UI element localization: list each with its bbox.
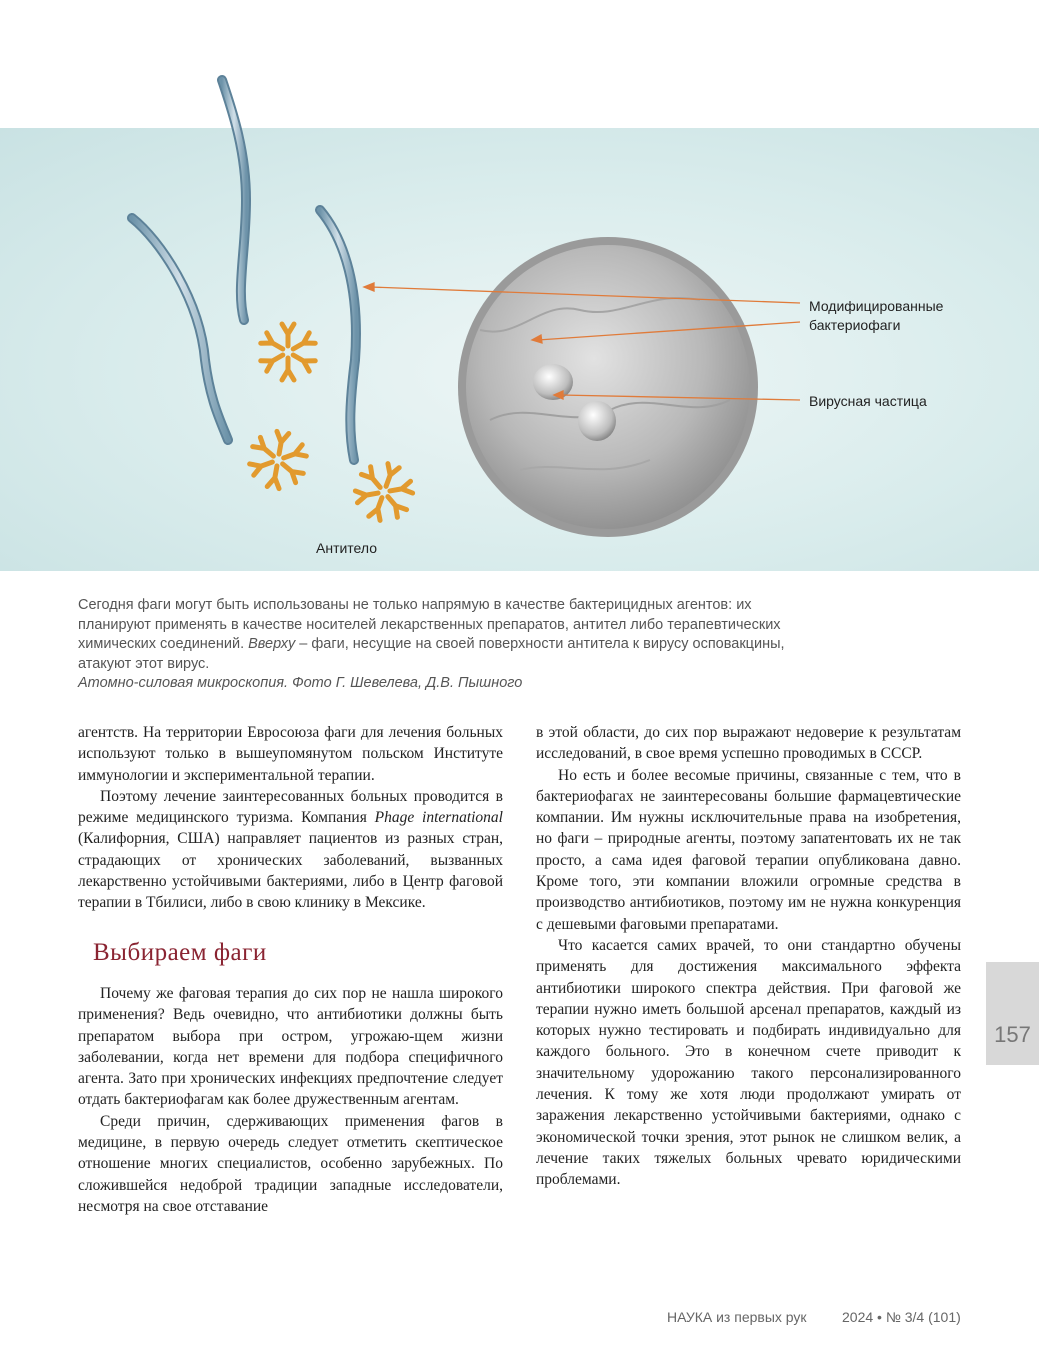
antibody-cluster — [250, 431, 307, 488]
footer-issue: 2024 • № 3/4 (101) — [842, 1309, 961, 1325]
text-column-left — [78, 722, 503, 1217]
section-heading: Выбираем фаги — [93, 938, 267, 966]
paragraph: Почему же фаговая терапия до сих пор не нашла широкого применения? Ведь очевидно, что антибиотики должны быть препаратом выбора при остром, угрожаю-щем жизни заболевании, когда нет времени для подбора специфичного агента. Зато при хронических инфекциях предпочтение следует отдать бактериофагам как более дружественным агентам. — [78, 984, 503, 1109]
paragraph: Среди причин, сдерживающих применения фагов в медицине, в первую очередь следует отметить скептическое отношение многих специалистов, особенно зарубежных. По сложившейся недоброй традиции западные исследователи, несмотря на свое отставание — [78, 1112, 503, 1215]
microscopy-disc — [458, 237, 758, 537]
figure-caption: Сегодня фаги могут быть использованы не только напрямую в качестве бактерицидных агентов: их планируют применять в качестве носителей лекарственных препаратов, антител либо терапевтических химических соединений. Вверху – фаги, несущие на своей поверхности антитела к вирусу осповакцины, атакуют этот вирус. Атомно-силовая микроскопия. Фото Г. Шевелева, Д.В. Пышного — [78, 597, 785, 691]
phage-filament — [222, 80, 246, 320]
label-virus-particle: Вирусная частица — [809, 393, 927, 409]
paragraph: Что касается самих врачей, то они стандартно обучены применять для достижения максимального эффекта антибиотики широкого спектра действия. При фаговой же терапии нужно иметь большой арсенал препаратов, каждый из которых нужно тестировать и подбирать индивидуально для каждого больного. Это в конечном счете приводит к значительному удорожанию такого персонализированного лечения. К тому же хотя люди продолжают умирать от заражения лекарственно устойчивыми бактериями, однако с экономической точки зрения, этот рынок не слишком велик, а лечение таких тяжелых больных чревато юридическими проблемами. — [536, 936, 961, 1189]
phage-filament — [320, 210, 356, 460]
paragraph: Поэтому лечение заинтересованных больных проводится в режиме медицинского туризма. Компания Phage international (Калифорния, США) направляет пациентов из разных стран, страдающих от хронических заболеваний, вызванных лекарственно устойчивыми бактериями, либо в Центр фаговой терапии в Тбилиси, либо в свою клинику в Мексике. — [78, 787, 503, 912]
antibody-cluster — [261, 324, 315, 380]
paragraph: в этой области, до сих пор выражают недоверие к результатам исследований, в свое время успешно проводимых в СССР. — [536, 724, 961, 763]
label-modified-phages: Модифицированные бактериофаги — [809, 298, 944, 333]
antibody-cluster — [355, 464, 412, 521]
phage-filament — [132, 218, 228, 440]
page-number-tab — [986, 962, 1039, 1065]
paragraph: Но есть и более весомые причины, связанные с тем, что в бактериофагах не заинтересованы большие фармацевтические компании. Им нужны исключительные права на изобретения, но фаги – природные агенты, поэтому запатентовать их не так просто, а сама идея фаговой терапии опубликована давно. Кроме того, эти компании вложили огромные средства в производство антибиотиков, поэтому им не нужна конкуренция с дешевыми фаговыми препаратами. — [536, 766, 961, 933]
page-number: 157 — [994, 1022, 1031, 1047]
footer-journal: НАУКА из первых рук — [667, 1309, 807, 1325]
label-antibody: Антитело — [316, 540, 377, 556]
text-column-right — [536, 722, 961, 1191]
paragraph: агентств. На территории Евросоюза фаги для лечения больных используют только в вышеупомянутом польском Институте иммунологии и экспериментальной терапии. — [78, 724, 503, 784]
